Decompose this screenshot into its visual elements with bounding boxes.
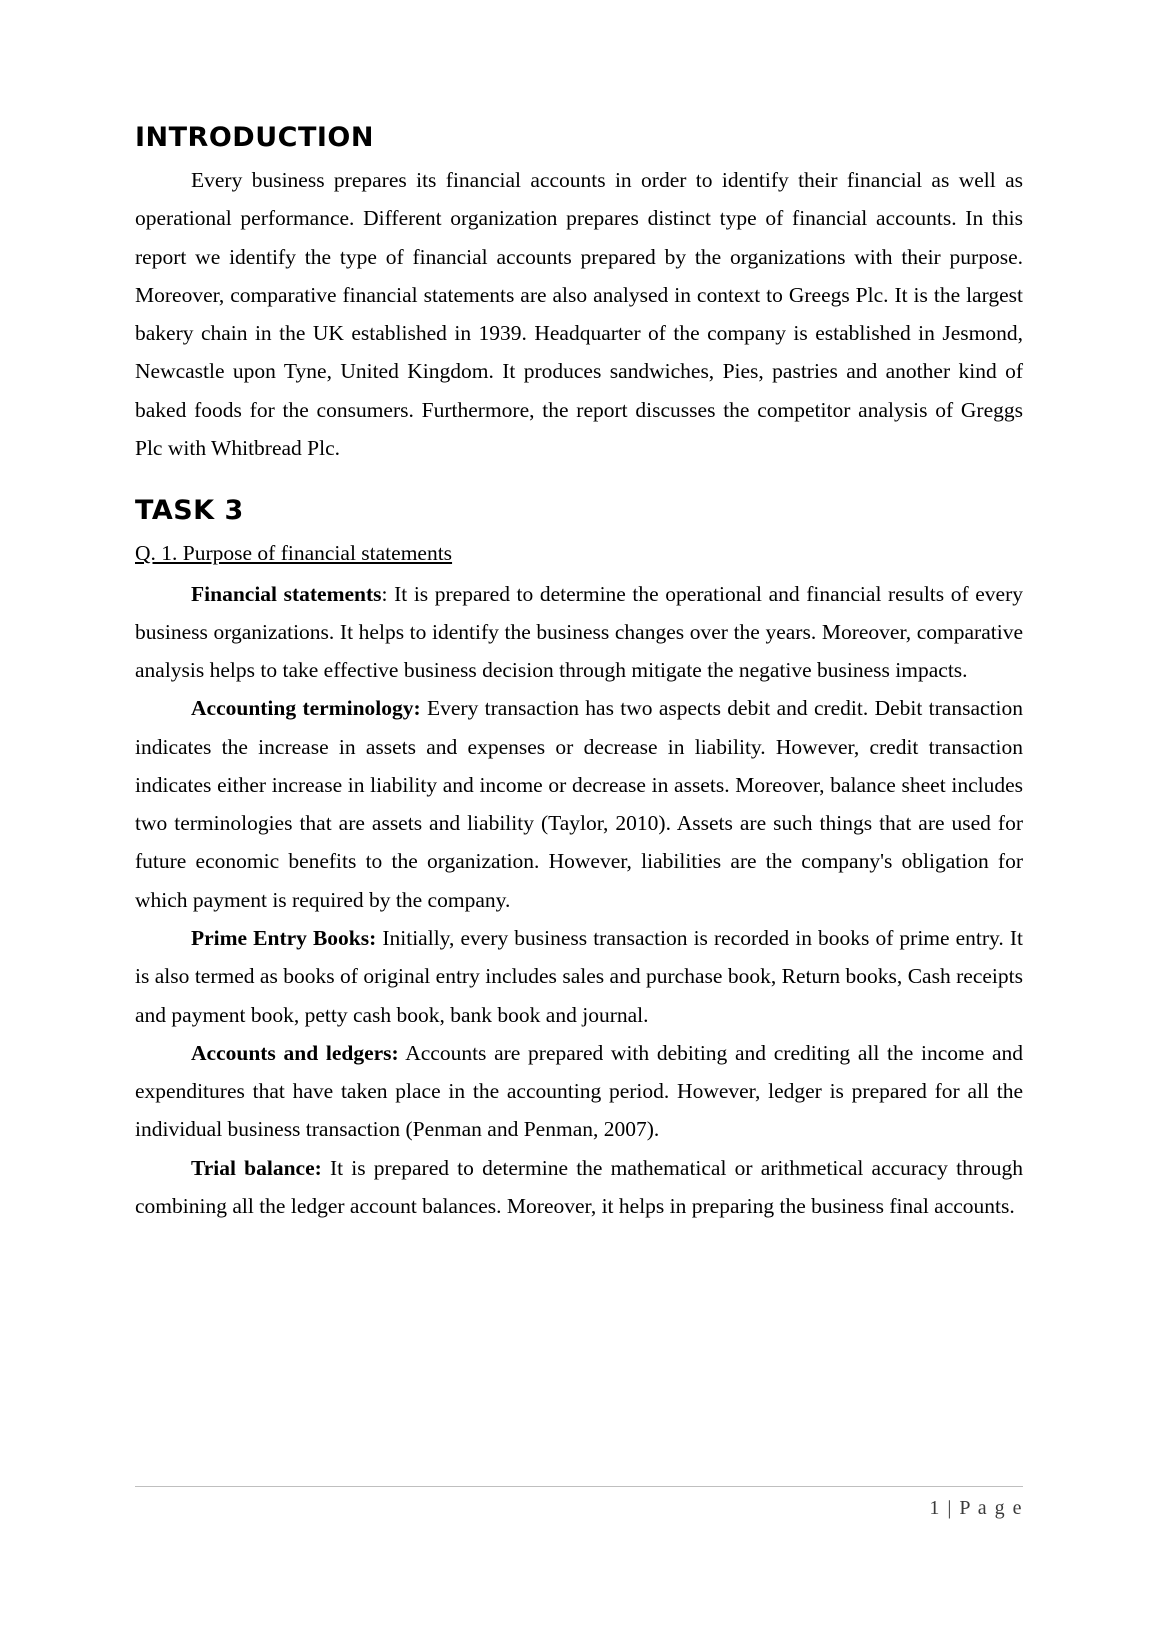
paragraph-prime-entry-books: [135, 919, 1023, 1034]
paragraph-body-3: Accounts are prepared with debiting and crediting all the income and expenditures that have taken place in the accounting period. However, ledger is prepared for all the individual business transaction (Penman and Penman, 2007).: [135, 1040, 1024, 1142]
heading-task-3: TASK 3: [135, 495, 244, 527]
question-heading: Q. 1. Purpose of financial statements: [135, 541, 453, 566]
paragraph-accounts-and-ledgers: [135, 1034, 1023, 1149]
paragraph-lead-prime-entry-books: Prime Entry Books:: [191, 925, 377, 950]
page-number: 1 | P a g e: [929, 1497, 1023, 1519]
paragraph-trial-balance: [135, 1149, 1023, 1226]
paragraph-lead-trial-balance: Trial balance:: [191, 1155, 322, 1180]
paragraph-body-1: Every transaction has two aspects debit and credit. Debit transaction indicates the increase in assets and expenses or decrease in liability. However, credit transaction indicates either increase in liability and income or decrease in assets. Moreover, balance sheet includes two terminologies that are assets and liability (Taylor, 2010). Assets are such things that are used for future economic benefits to the organization. However, liabilities are the company's obligation for which payment is required by the company.: [135, 696, 1023, 912]
paragraph-accounting-terminology: [135, 689, 1023, 919]
paragraph-lead-accounting-terminology: Accounting terminology:: [191, 696, 421, 721]
document-content: [135, 120, 1023, 1225]
paragraph-lead-financial-statements: Financial statements: [191, 581, 382, 606]
paragraph-body-4: It is prepared to determine the mathematical or arithmetical accuracy through combining all the ledger account balances. Moreover, it helps in preparing the business final accounts.: [135, 1155, 1023, 1218]
paragraph-body-0: It is prepared to determine the operational and financial results of every business organizations. It helps to identify the business changes over the years. Moreover, comparative analysis helps to take effective business decision through mitigate the negative business impacts.: [135, 581, 1023, 683]
paragraph-lead-accounts-and-ledgers: Accounts and ledgers:: [191, 1040, 399, 1065]
paragraph-body-2: Initially, every business transaction is recorded in books of prime entry. It is also termed as books of original entry includes sales and purchase book, Return books, Cash receipts and payment book, petty cash book, bank book and journal.: [135, 925, 1023, 1027]
paragraph-lead-suffix-0: :: [381, 581, 388, 606]
page-footer: [135, 1486, 1023, 1520]
paragraph-introduction: Every business prepares its financial accounts in order to identify their financial as well as operational performance. Different organization prepares distinct type of financial accounts. In this report we identify the type of financial accounts prepared by the organizations with their purpose. Moreover, comparative financial statements are also analysed in context to Greegs Plc. It is the largest bakery chain in the UK established in 1939. Headquarter of the company is established in Jesmond, Newcastle upon Tyne, United Kingdom. It produces sandwiches, Pies, pastries and another kind of baked foods for the consumers. Furthermore, the report discusses the competitor analysis of Greggs Plc with Whitbread Plc.: [135, 168, 1023, 460]
heading-introduction: INTRODUCTION: [135, 122, 374, 153]
paragraph-financial-statements: [135, 575, 1023, 690]
